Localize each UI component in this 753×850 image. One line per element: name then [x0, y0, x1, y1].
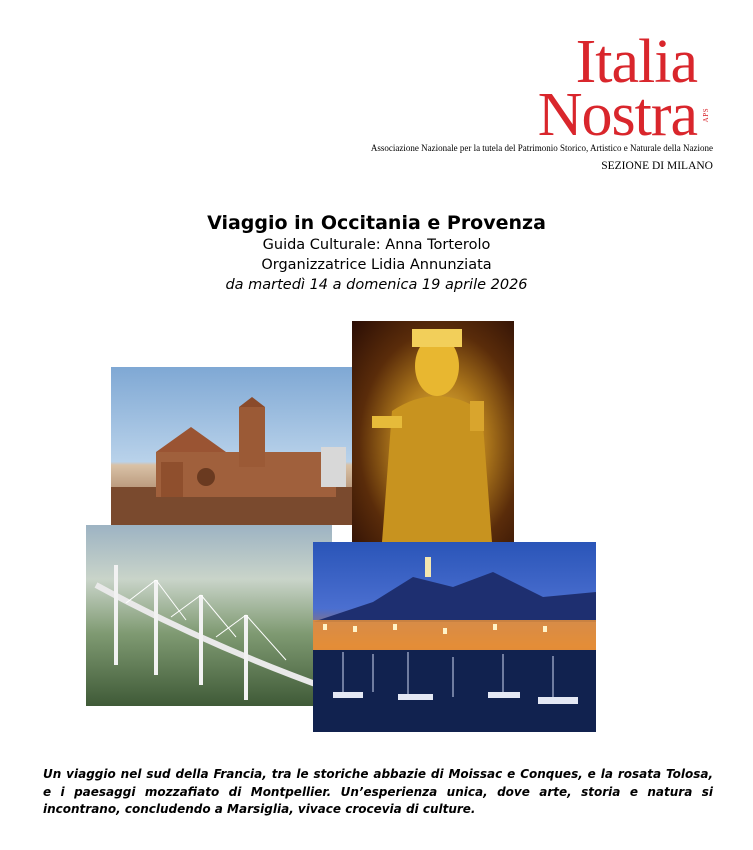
section-label: SEZIONE DI MILANO [601, 160, 713, 172]
organizer-line: Organizzatrice Lidia Annunziata [261, 257, 492, 273]
page-title: Viaggio in Occitania e Provenza [207, 212, 546, 234]
golden-statue-photo [352, 321, 514, 542]
italia-nostra-logo [537, 28, 710, 150]
cathedral-photo [111, 367, 352, 525]
guide-line: Guida Culturale: Anna Torterolo [262, 237, 491, 253]
logo-aps-badge: APS [701, 108, 710, 123]
harbor-night-photo [313, 542, 596, 732]
logo-word-italia: Italia [575, 28, 697, 96]
trip-description: Un viaggio nel sud della Francia, tra le storiche abbazie di Moissac e Conques, e la rosata Tolosa, e i paesaggi mozzafiato di Montpellier. Un’esperienza unica, dove arte, storia e natura si incontrano, concludendo a Marsiglia, vivace crocevia di culture. [43, 767, 713, 816]
dates-line: da martedì 14 a domenica 19 aprile 2026 [225, 277, 528, 293]
title-block [0, 212, 753, 297]
logo-word-nostra: Nostra [537, 81, 697, 150]
viaduct-bridge-photo [86, 525, 332, 706]
association-subtitle: Associazione Nazionale per la tutela del Patrimonio Storico, Artistico e Naturale della Nazione [370, 143, 713, 153]
